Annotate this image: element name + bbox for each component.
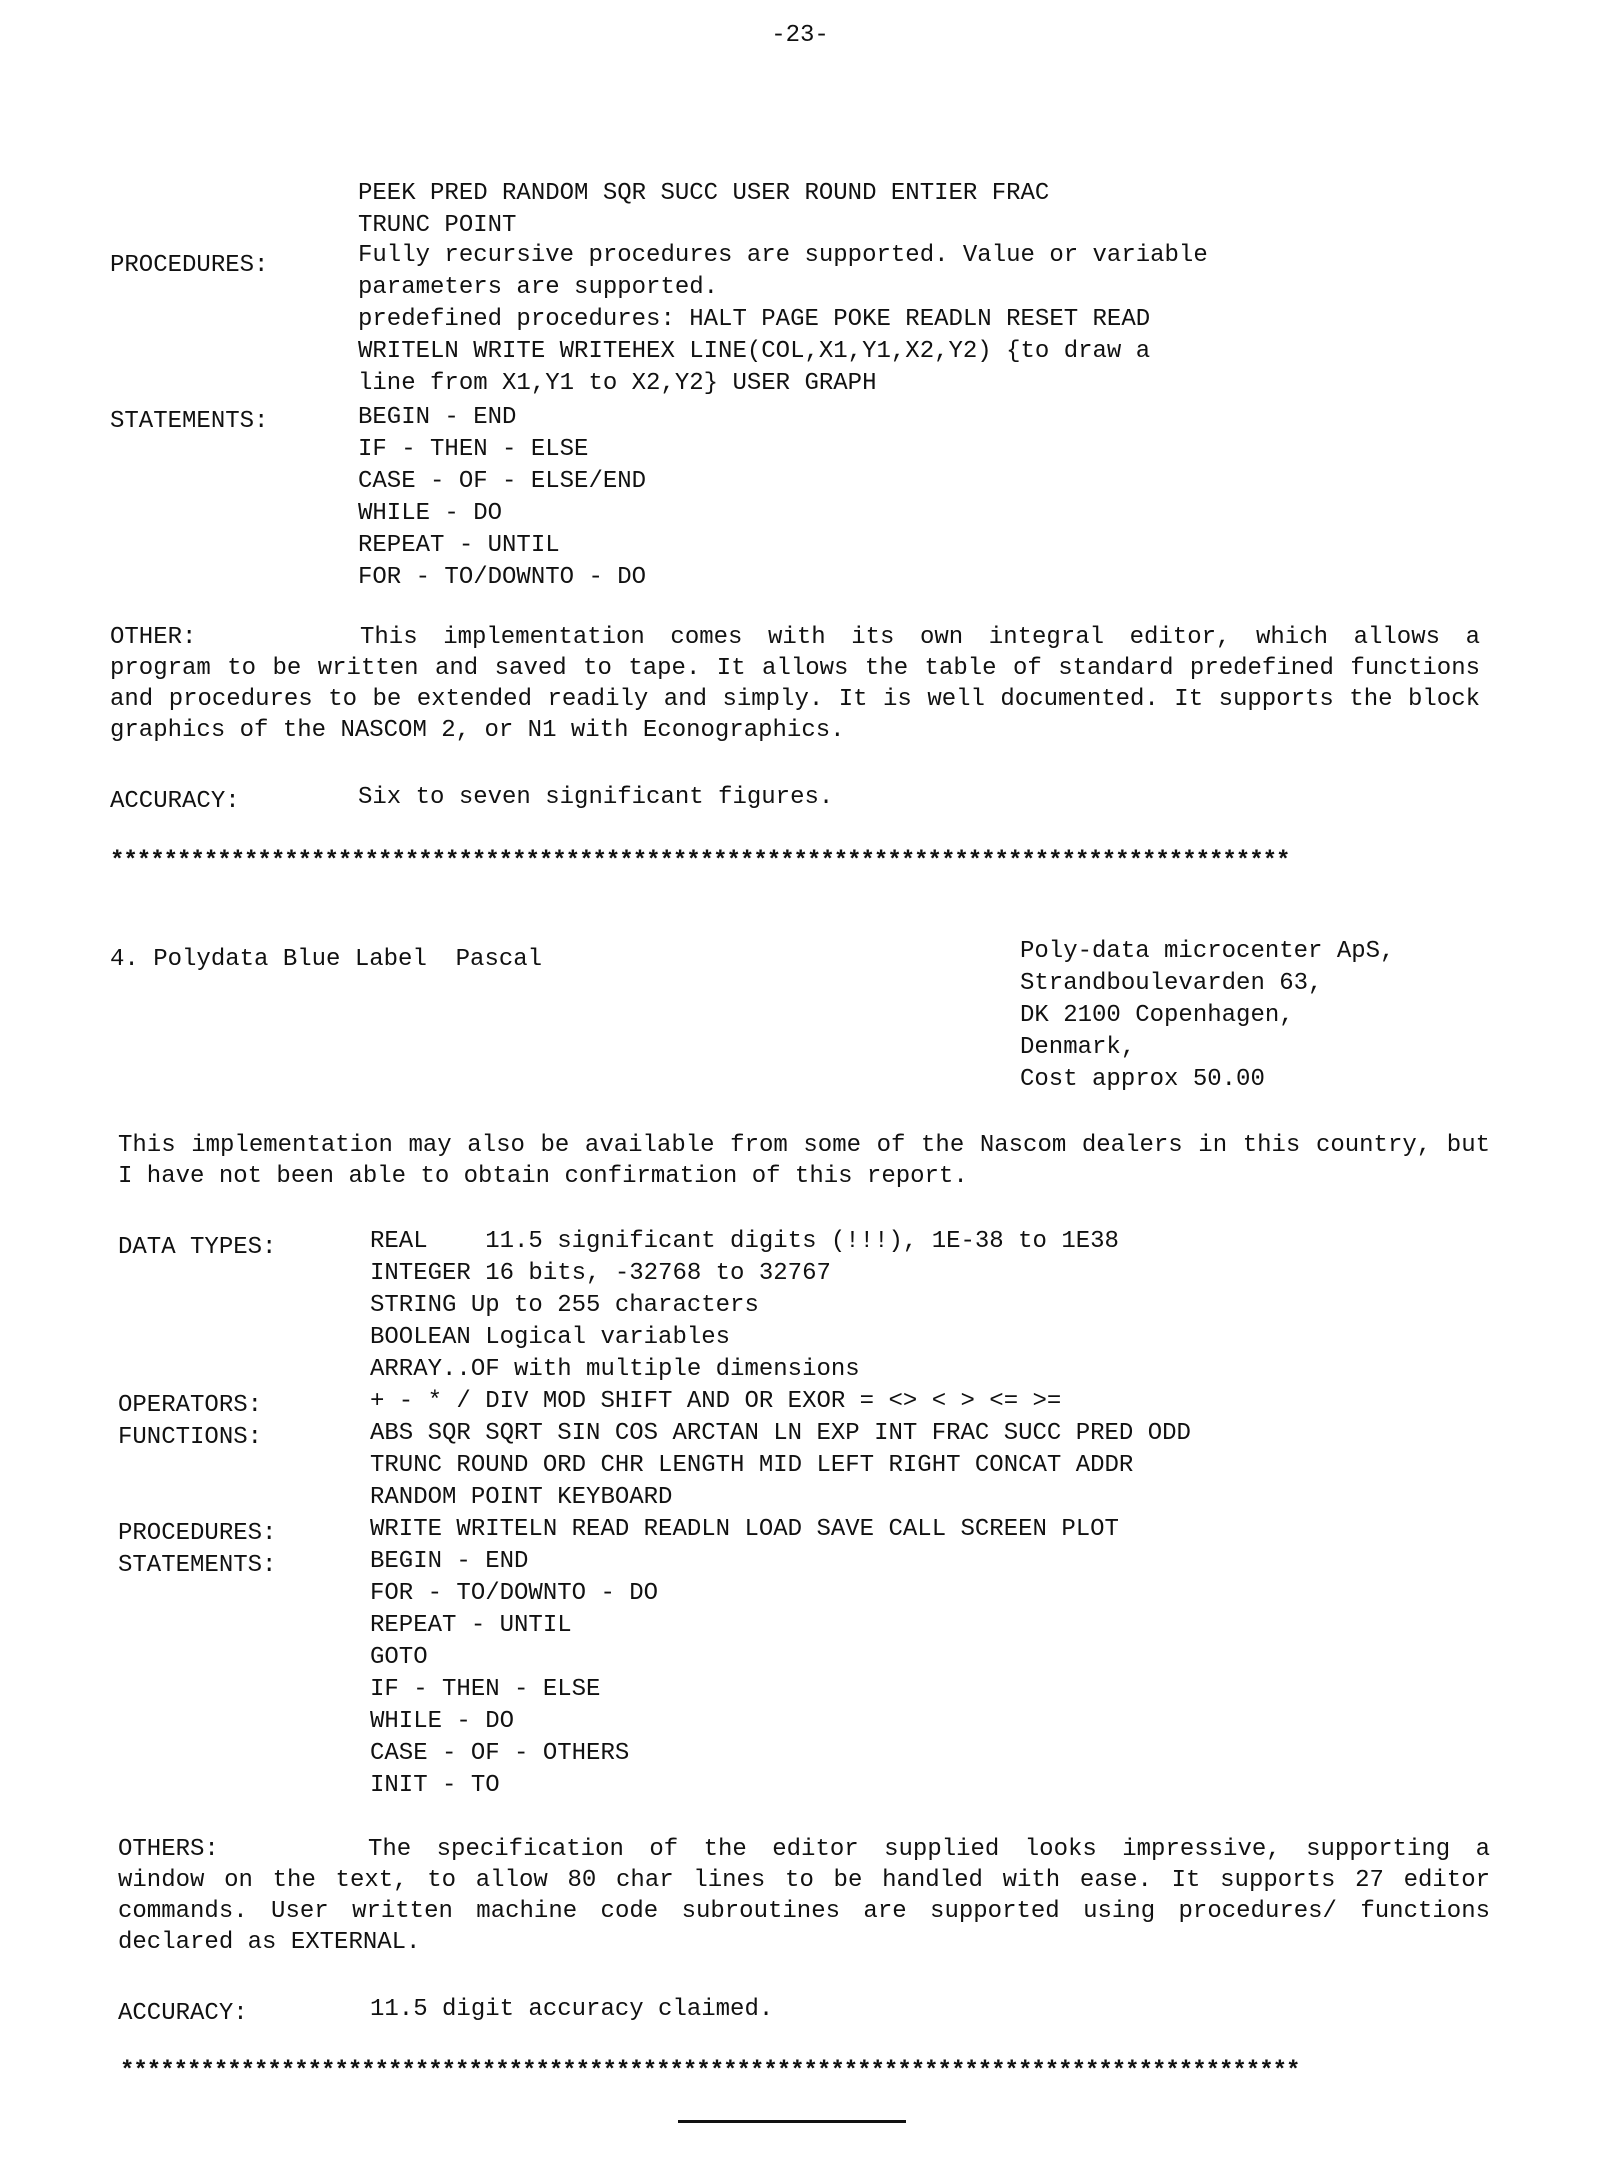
data-type-line: BOOLEAN Logical variables — [370, 1324, 731, 1351]
accuracy-text: Six to seven significant figures. — [358, 784, 834, 811]
address-line: DK 2100 Copenhagen, — [1020, 1002, 1294, 1029]
data-type-line: REAL 11.5 significant digits (!!!), 1E-38 to 1E38 — [370, 1228, 1119, 1255]
other-text: This implementation comes with its own integral editor, which allows a program to be written and saved to tape. It allows the table of standard predefined functions and procedures to be extended readily and simply. It is well documented. It supports the block graphics of the NASCOM 2, or N1 with Econographics. — [110, 624, 1480, 744]
functions-line: ABS SQR SQRT SIN COS ARCTAN LN EXP INT FRAC SUCC PRED ODD — [370, 1420, 1191, 1447]
others-label: OTHERS: — [118, 1836, 219, 1863]
statement-line: INIT - TO — [370, 1772, 500, 1799]
statement-line: GOTO — [370, 1644, 428, 1671]
data-types-label: DATA TYPES: — [118, 1234, 277, 1261]
others-paragraph — [118, 1834, 1490, 1958]
accuracy-label: ACCURACY: — [118, 2000, 248, 2027]
statement-line: REPEAT - UNTIL — [370, 1612, 572, 1639]
procedures-line: Fully recursive procedures are supported. Value or variable — [358, 242, 1208, 269]
functions-label: FUNCTIONS: — [118, 1424, 263, 1451]
statement-line: WHILE - DO — [370, 1708, 515, 1735]
statement-line: BEGIN - END — [358, 404, 517, 431]
statement-line: FOR - TO/DOWNTO - DO — [370, 1580, 659, 1607]
functions-line: PEEK PRED RANDOM SQR SUCC USER ROUND ENTIER FRAC — [358, 180, 1050, 207]
section-separator: **************************************************************************************** — [110, 848, 1290, 875]
operators-text: + - * / DIV MOD SHIFT AND OR EXOR = <> < > <= >= — [370, 1388, 1062, 1415]
others-text: The specification of the editor supplied looks impressive, supporting a window on the text, to allow 80 char lines to be handled with ease. It supports 27 editor commands. User written machine code subroutines are supported using procedures/ functions declared as EXTERNAL. — [118, 1836, 1490, 1956]
address-line: Poly-data microcenter ApS, — [1020, 938, 1395, 965]
address-line: Strandboulevarden 63, — [1020, 970, 1323, 997]
statement-line: IF - THEN - ELSE — [358, 436, 589, 463]
data-type-line: ARRAY..OF with multiple dimensions — [370, 1356, 860, 1383]
section-title: 4. Polydata Blue Label Pascal — [110, 946, 543, 973]
statement-line: BEGIN - END — [370, 1548, 529, 1575]
procedures-line: parameters are supported. — [358, 274, 719, 301]
procedures-label: PROCEDURES: — [118, 1520, 277, 1547]
accuracy-text: 11.5 digit accuracy claimed. — [370, 1996, 774, 2023]
procedures-label: PROCEDURES: — [110, 252, 269, 279]
intro-paragraph: This implementation may also be available from some of the Nascom dealers in this country, but I have not been able to obtain confirmation of this report. — [118, 1132, 1490, 1190]
other-paragraph — [110, 622, 1480, 746]
accuracy-label: ACCURACY: — [110, 788, 240, 815]
cost-line: Cost approx 50.00 — [1020, 1066, 1265, 1093]
statement-line: IF - THEN - ELSE — [370, 1676, 601, 1703]
section-separator: **************************************************************************************** — [120, 2058, 1300, 2085]
statement-line: WHILE - DO — [358, 500, 503, 527]
data-type-line: INTEGER 16 bits, -32768 to 32767 — [370, 1260, 831, 1287]
statements-label: STATEMENTS: — [110, 408, 269, 435]
statement-line: REPEAT - UNTIL — [358, 532, 560, 559]
address-line: Denmark, — [1020, 1034, 1136, 1061]
other-label: OTHER: — [110, 624, 197, 651]
functions-line: TRUNC POINT — [358, 212, 517, 239]
statement-line: FOR - TO/DOWNTO - DO — [358, 564, 647, 591]
footer-rule — [678, 2120, 906, 2123]
page-number: -23- — [771, 22, 829, 49]
statement-line: CASE - OF - ELSE/END — [358, 468, 647, 495]
procedures-line: predefined procedures: HALT PAGE POKE READLN RESET READ — [358, 306, 1151, 333]
statement-line: CASE - OF - OTHERS — [370, 1740, 630, 1767]
procedures-text: WRITE WRITELN READ READLN LOAD SAVE CALL SCREEN PLOT — [370, 1516, 1119, 1543]
data-type-line: STRING Up to 255 characters — [370, 1292, 759, 1319]
procedures-line: WRITELN WRITE WRITEHEX LINE(COL,X1,Y1,X2,Y2) {to draw a — [358, 338, 1151, 365]
functions-line: TRUNC ROUND ORD CHR LENGTH MID LEFT RIGHT CONCAT ADDR — [370, 1452, 1134, 1479]
functions-line: RANDOM POINT KEYBOARD — [370, 1484, 673, 1511]
procedures-line: line from X1,Y1 to X2,Y2} USER GRAPH — [358, 370, 877, 397]
statements-label: STATEMENTS: — [118, 1552, 277, 1579]
operators-label: OPERATORS: — [118, 1392, 263, 1419]
